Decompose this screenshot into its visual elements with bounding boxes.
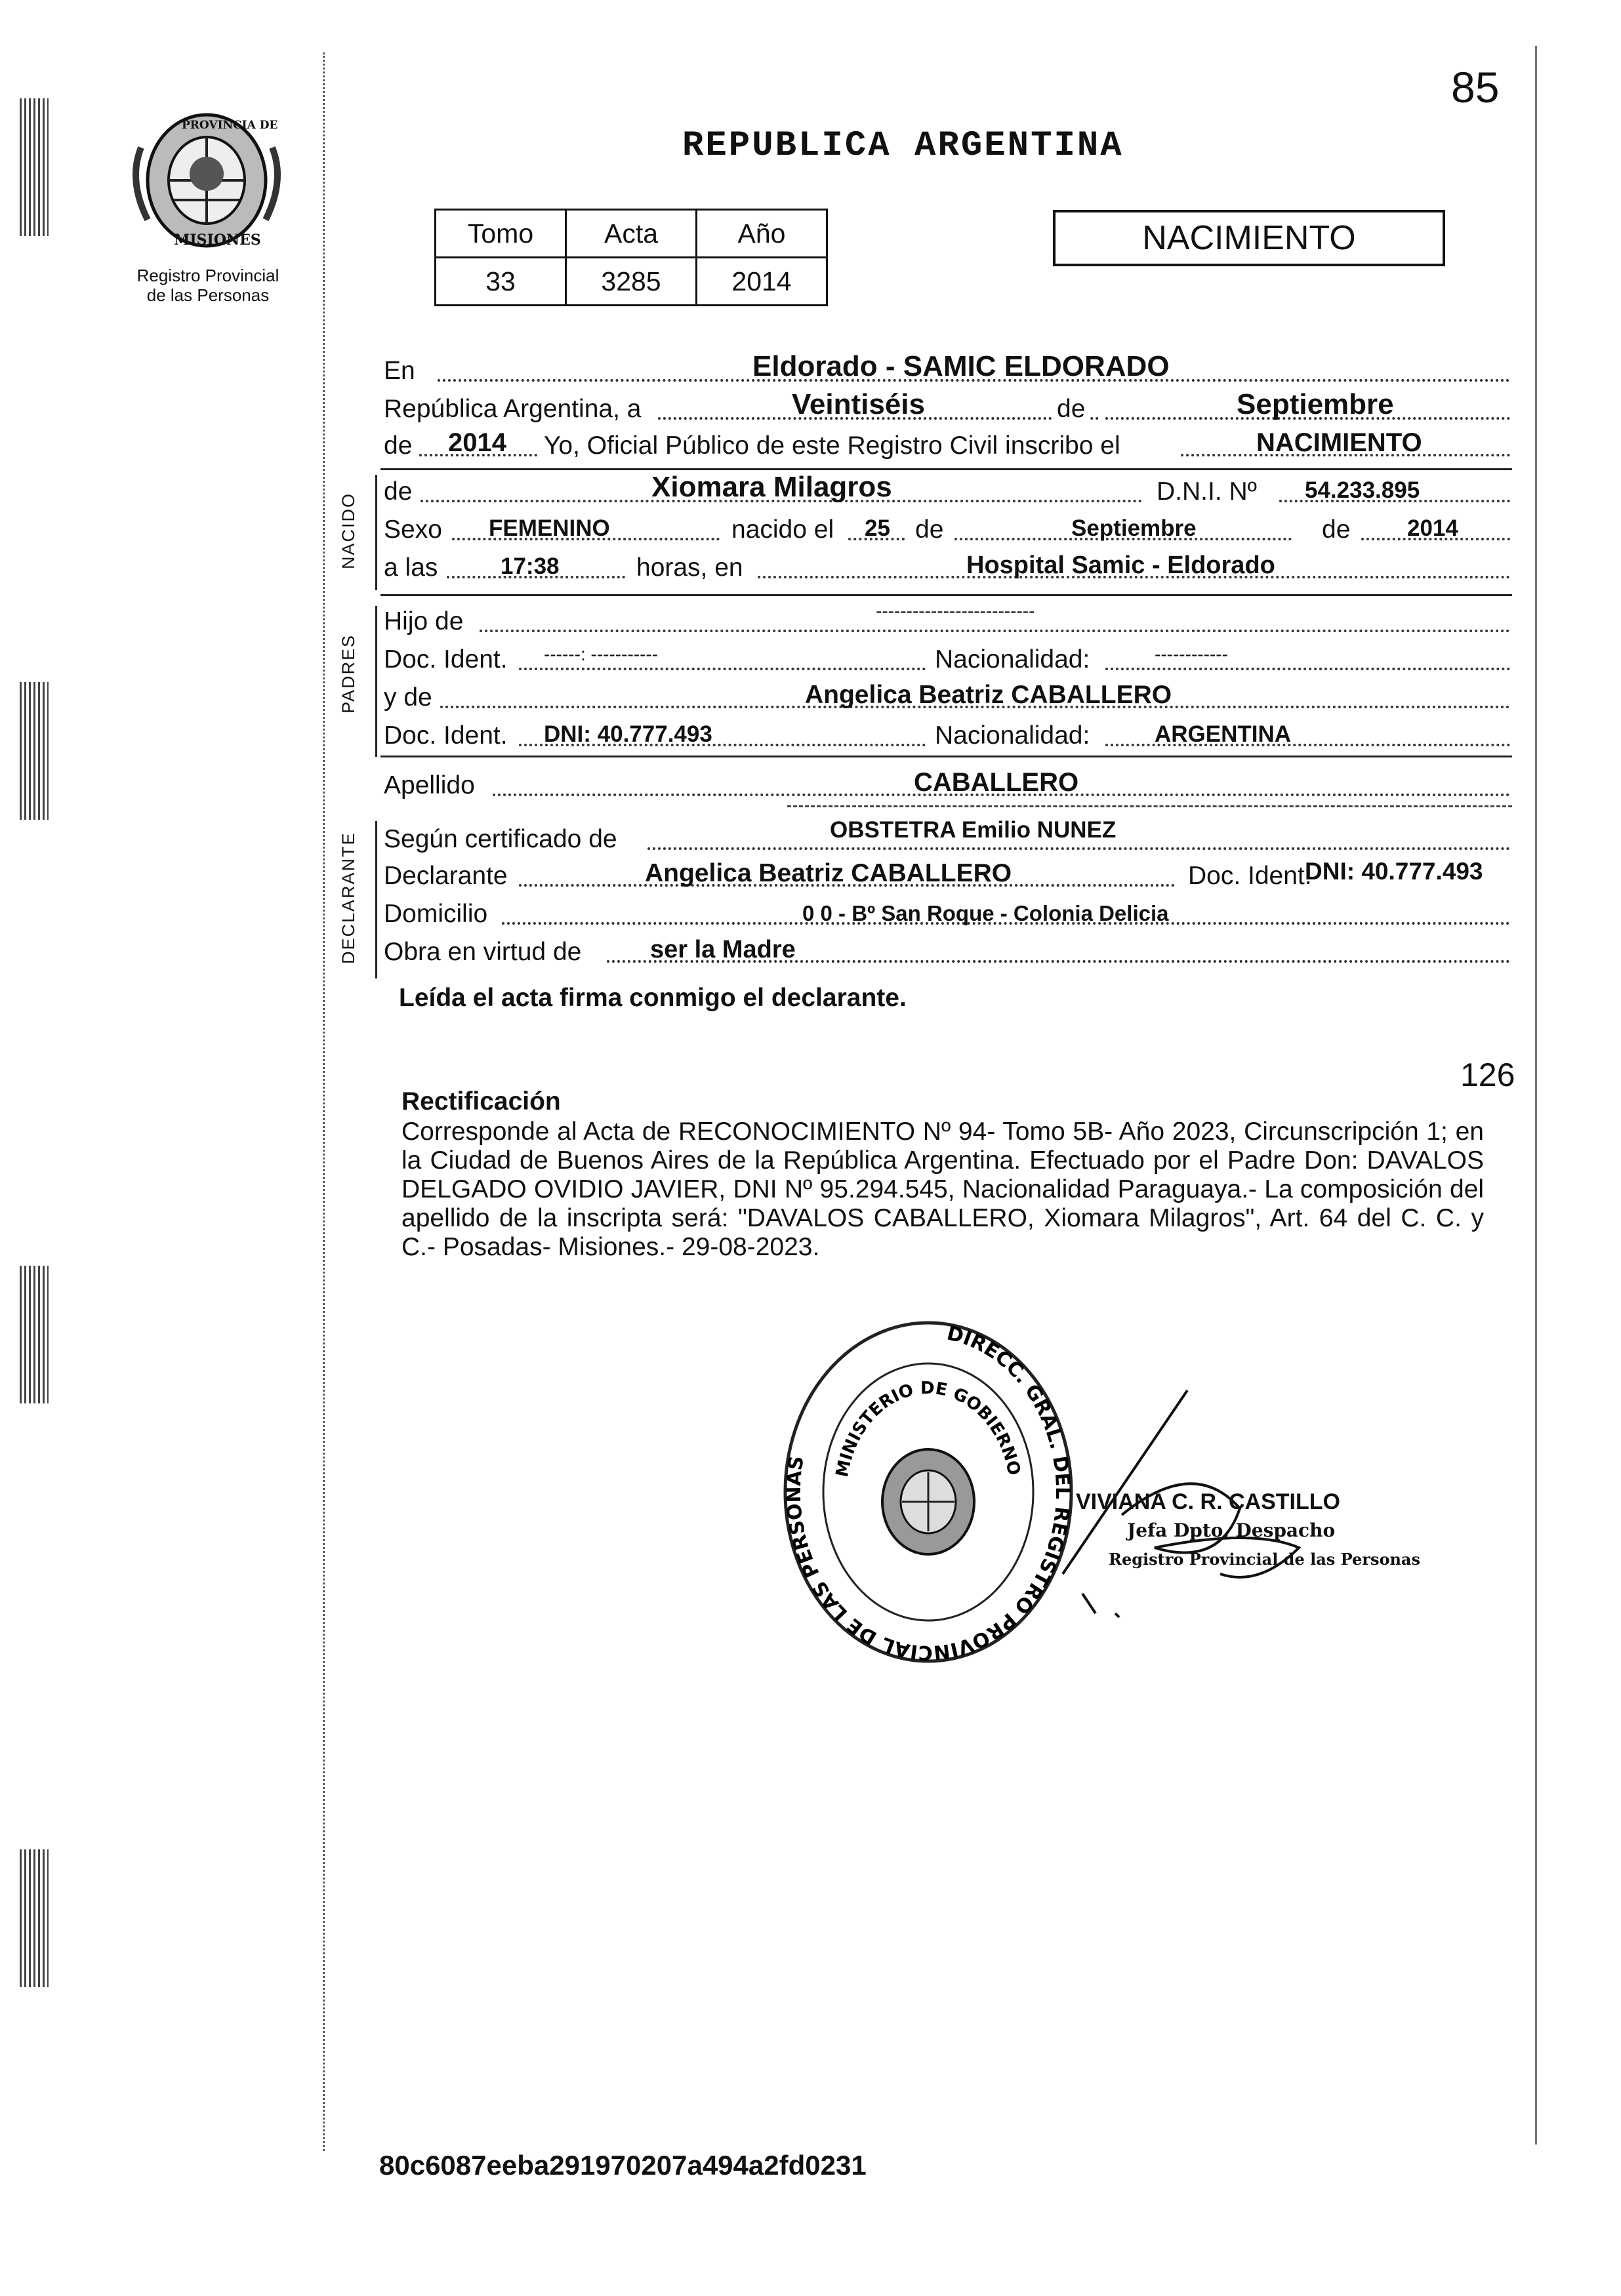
registry-name <box>119 266 297 305</box>
hijo-de-value: -------------------------- <box>876 601 1035 621</box>
signature-block <box>1076 1487 1420 1574</box>
left-margin-line <box>323 52 325 2151</box>
label-a-las: a las <box>384 554 438 582</box>
label-horas: horas, en <box>636 554 743 582</box>
domicilio-value: 0 0 - Bº San Roque - Colonia Delicia <box>802 901 1169 925</box>
birth-time-value: 17:38 <box>501 554 560 579</box>
row-certificado <box>384 817 1512 858</box>
doc-2-value: DNI: 40.777.493 <box>544 721 712 747</box>
row-doc-1 <box>384 640 1512 678</box>
row-hijo-de <box>384 602 1512 640</box>
row-nacido-name <box>384 472 1512 510</box>
table-header: Tomo <box>436 210 566 258</box>
scan-mark <box>20 98 49 236</box>
row-en <box>384 352 1512 390</box>
officer-text: Yo, Oficial Público de este Registro Civil inscribo el <box>544 432 1120 460</box>
stamp-inner-text: MINISTERIO DE GOBIERNO <box>832 1378 1024 1480</box>
row-doc-2 <box>384 716 1512 754</box>
rectification-title: Rectificación <box>401 1087 561 1116</box>
section-label-nacido: NACIDO <box>339 492 358 569</box>
birth-year-value: 2014 <box>1407 515 1458 541</box>
label-doc-ident: Doc. Ident. <box>384 721 508 750</box>
right-margin-line <box>1535 46 1537 2145</box>
label-apellido: Apellido <box>384 771 475 799</box>
apellido-value: CABALLERO <box>914 768 1079 797</box>
section-divider <box>380 468 1512 470</box>
table-cell: 33 <box>436 258 566 306</box>
signer-role: Jefa Dpto. Despacho <box>1127 1520 1336 1541</box>
signer-name: VIVIANA C. R. CASTILLO <box>1076 1489 1340 1514</box>
record-type-box: NACIMIENTO <box>1053 210 1445 266</box>
record-table <box>434 209 828 306</box>
section-bracket <box>375 821 377 978</box>
emblem-text-bottom: MISIONES <box>174 232 261 249</box>
section-bracket <box>375 475 377 590</box>
scan-mark <box>20 1849 49 1987</box>
day-words-value: Veintiséis <box>792 388 926 420</box>
row-domicilio <box>384 895 1512 933</box>
row-obra <box>384 933 1512 971</box>
row-sexo <box>384 510 1512 548</box>
label-sexo: Sexo <box>384 515 442 544</box>
label-obra-en-virtud: Obra en virtud de <box>384 938 582 966</box>
declarante-value: Angelica Beatriz CABALLERO <box>645 859 1012 887</box>
declarante-doc-value: DNI: 40.777.493 <box>1305 858 1483 885</box>
dotted-leader <box>480 630 1510 632</box>
inscription-type-value: NACIMIENTO <box>1256 428 1422 457</box>
month-value: Septiembre <box>1237 388 1394 420</box>
obra-value: ser la Madre <box>650 936 796 963</box>
section-bracket <box>375 606 377 757</box>
sexo-value: FEMENINO <box>489 515 610 541</box>
birth-place-value: Hospital Samic - Eldorado <box>966 552 1275 579</box>
dotted-leader <box>647 847 1510 850</box>
row-y-de <box>384 678 1512 716</box>
row-officer <box>384 426 1512 464</box>
registry-line-2: de las Personas <box>146 285 270 305</box>
label-de: de <box>384 477 413 506</box>
certificado-value: OBSTETRA Emilio NUNEZ <box>830 817 1117 843</box>
label-dni: D.N.I. Nº <box>1157 477 1257 506</box>
row-declarante <box>384 856 1512 895</box>
label-segun-certificado: Según certificado de <box>384 825 617 853</box>
scan-mark <box>20 682 49 820</box>
label-doc-ident: Doc. Ident. <box>384 645 508 674</box>
table-header: Acta <box>566 210 697 258</box>
label-de: de <box>1054 395 1088 424</box>
dotted-leader <box>519 668 926 670</box>
scan-mark <box>20 1266 49 1403</box>
child-dni-value: 54.233.895 <box>1305 477 1420 503</box>
row-a-las <box>384 548 1512 586</box>
stamp-outer-text: DIRECC. GRAL. DEL REGISTRO PROVINCIAL DE LAS PERSONAS <box>782 1321 1074 1664</box>
nac-2-value: ARGENTINA <box>1155 721 1292 747</box>
section-divider <box>787 805 1512 807</box>
year-value: 2014 <box>448 428 506 457</box>
table-header: Año <box>697 210 827 258</box>
label-nacionalidad: Nacionalidad: <box>935 645 1090 674</box>
label-de: de <box>384 432 413 460</box>
doc-1-value: ------: ----------- <box>544 644 659 664</box>
closing-statement: Leída el acta firma conmigo el declarante. <box>399 984 907 1012</box>
label-domicilio: Domicilio <box>384 900 488 928</box>
registry-line-1: Registro Provincial <box>136 266 279 285</box>
label-en: En <box>384 357 415 385</box>
row-republica <box>384 390 1512 428</box>
birth-month-value: Septiembre <box>1071 515 1197 541</box>
table-cell: 3285 <box>566 258 697 306</box>
signer-org: Registro Provincial de las Personas <box>1109 1550 1420 1569</box>
label-nacido-el: nacido el <box>731 515 834 544</box>
document-title: REPUBLICA ARGENTINA <box>682 126 1124 166</box>
section-label-declarante: DECLARANTE <box>339 832 358 964</box>
place-value: Eldorado - SAMIC ELDORADO <box>752 350 1170 382</box>
label-declarante: Declarante <box>384 862 508 890</box>
child-name-value: Xiomara Milagros <box>651 471 892 503</box>
label-doc-ident: Doc. Ident. <box>1188 862 1312 890</box>
row-apellido <box>384 766 1512 804</box>
section-divider <box>380 594 1512 596</box>
emblem-text-top: PROVINCIA DE <box>182 119 278 132</box>
document-hash: 80c6087eeba291970207a494a2fd0231 <box>379 2150 867 2181</box>
label-de: de <box>1322 515 1351 544</box>
birth-day-value: 25 <box>865 515 890 541</box>
nac-1-value: ------------ <box>1155 644 1228 664</box>
mother-name-value: Angelica Beatriz CABALLERO <box>805 681 1172 709</box>
label-y-de: y de <box>384 683 432 712</box>
label-de: de <box>915 515 944 544</box>
dotted-leader <box>1105 668 1510 670</box>
table-cell: 2014 <box>697 258 827 306</box>
label-nacionalidad: Nacionalidad: <box>935 721 1090 750</box>
section-label-padres: PADRES <box>339 634 358 714</box>
province-emblem <box>121 108 292 259</box>
label-hijo-de: Hijo de <box>384 607 464 635</box>
section-divider <box>380 755 1512 757</box>
label-republica: República Argentina, a <box>384 395 642 423</box>
rectification-number: 126 <box>1460 1057 1515 1093</box>
page-number: 85 <box>1451 63 1500 111</box>
rectification-body: Corresponde al Acta de RECONOCIMIENTO Nº 94- Tomo 5B- Año 2023, Circunscripción 1; en la Ciudad de Buenos Aires de la República Argentina. Efectuado por el Padre Don: DAVALOS DELGADO OVIDIO JAVIER, DNI Nº 95.294.545, Nacionalidad Paraguaya.- La composición del apellido de la inscripta será: "DAVALOS CABALLERO, Xiomara Milagros", Art. 64 del C. C. y C.- Posadas- Misiones.- 29-08-2023. <box>401 1118 1484 1261</box>
